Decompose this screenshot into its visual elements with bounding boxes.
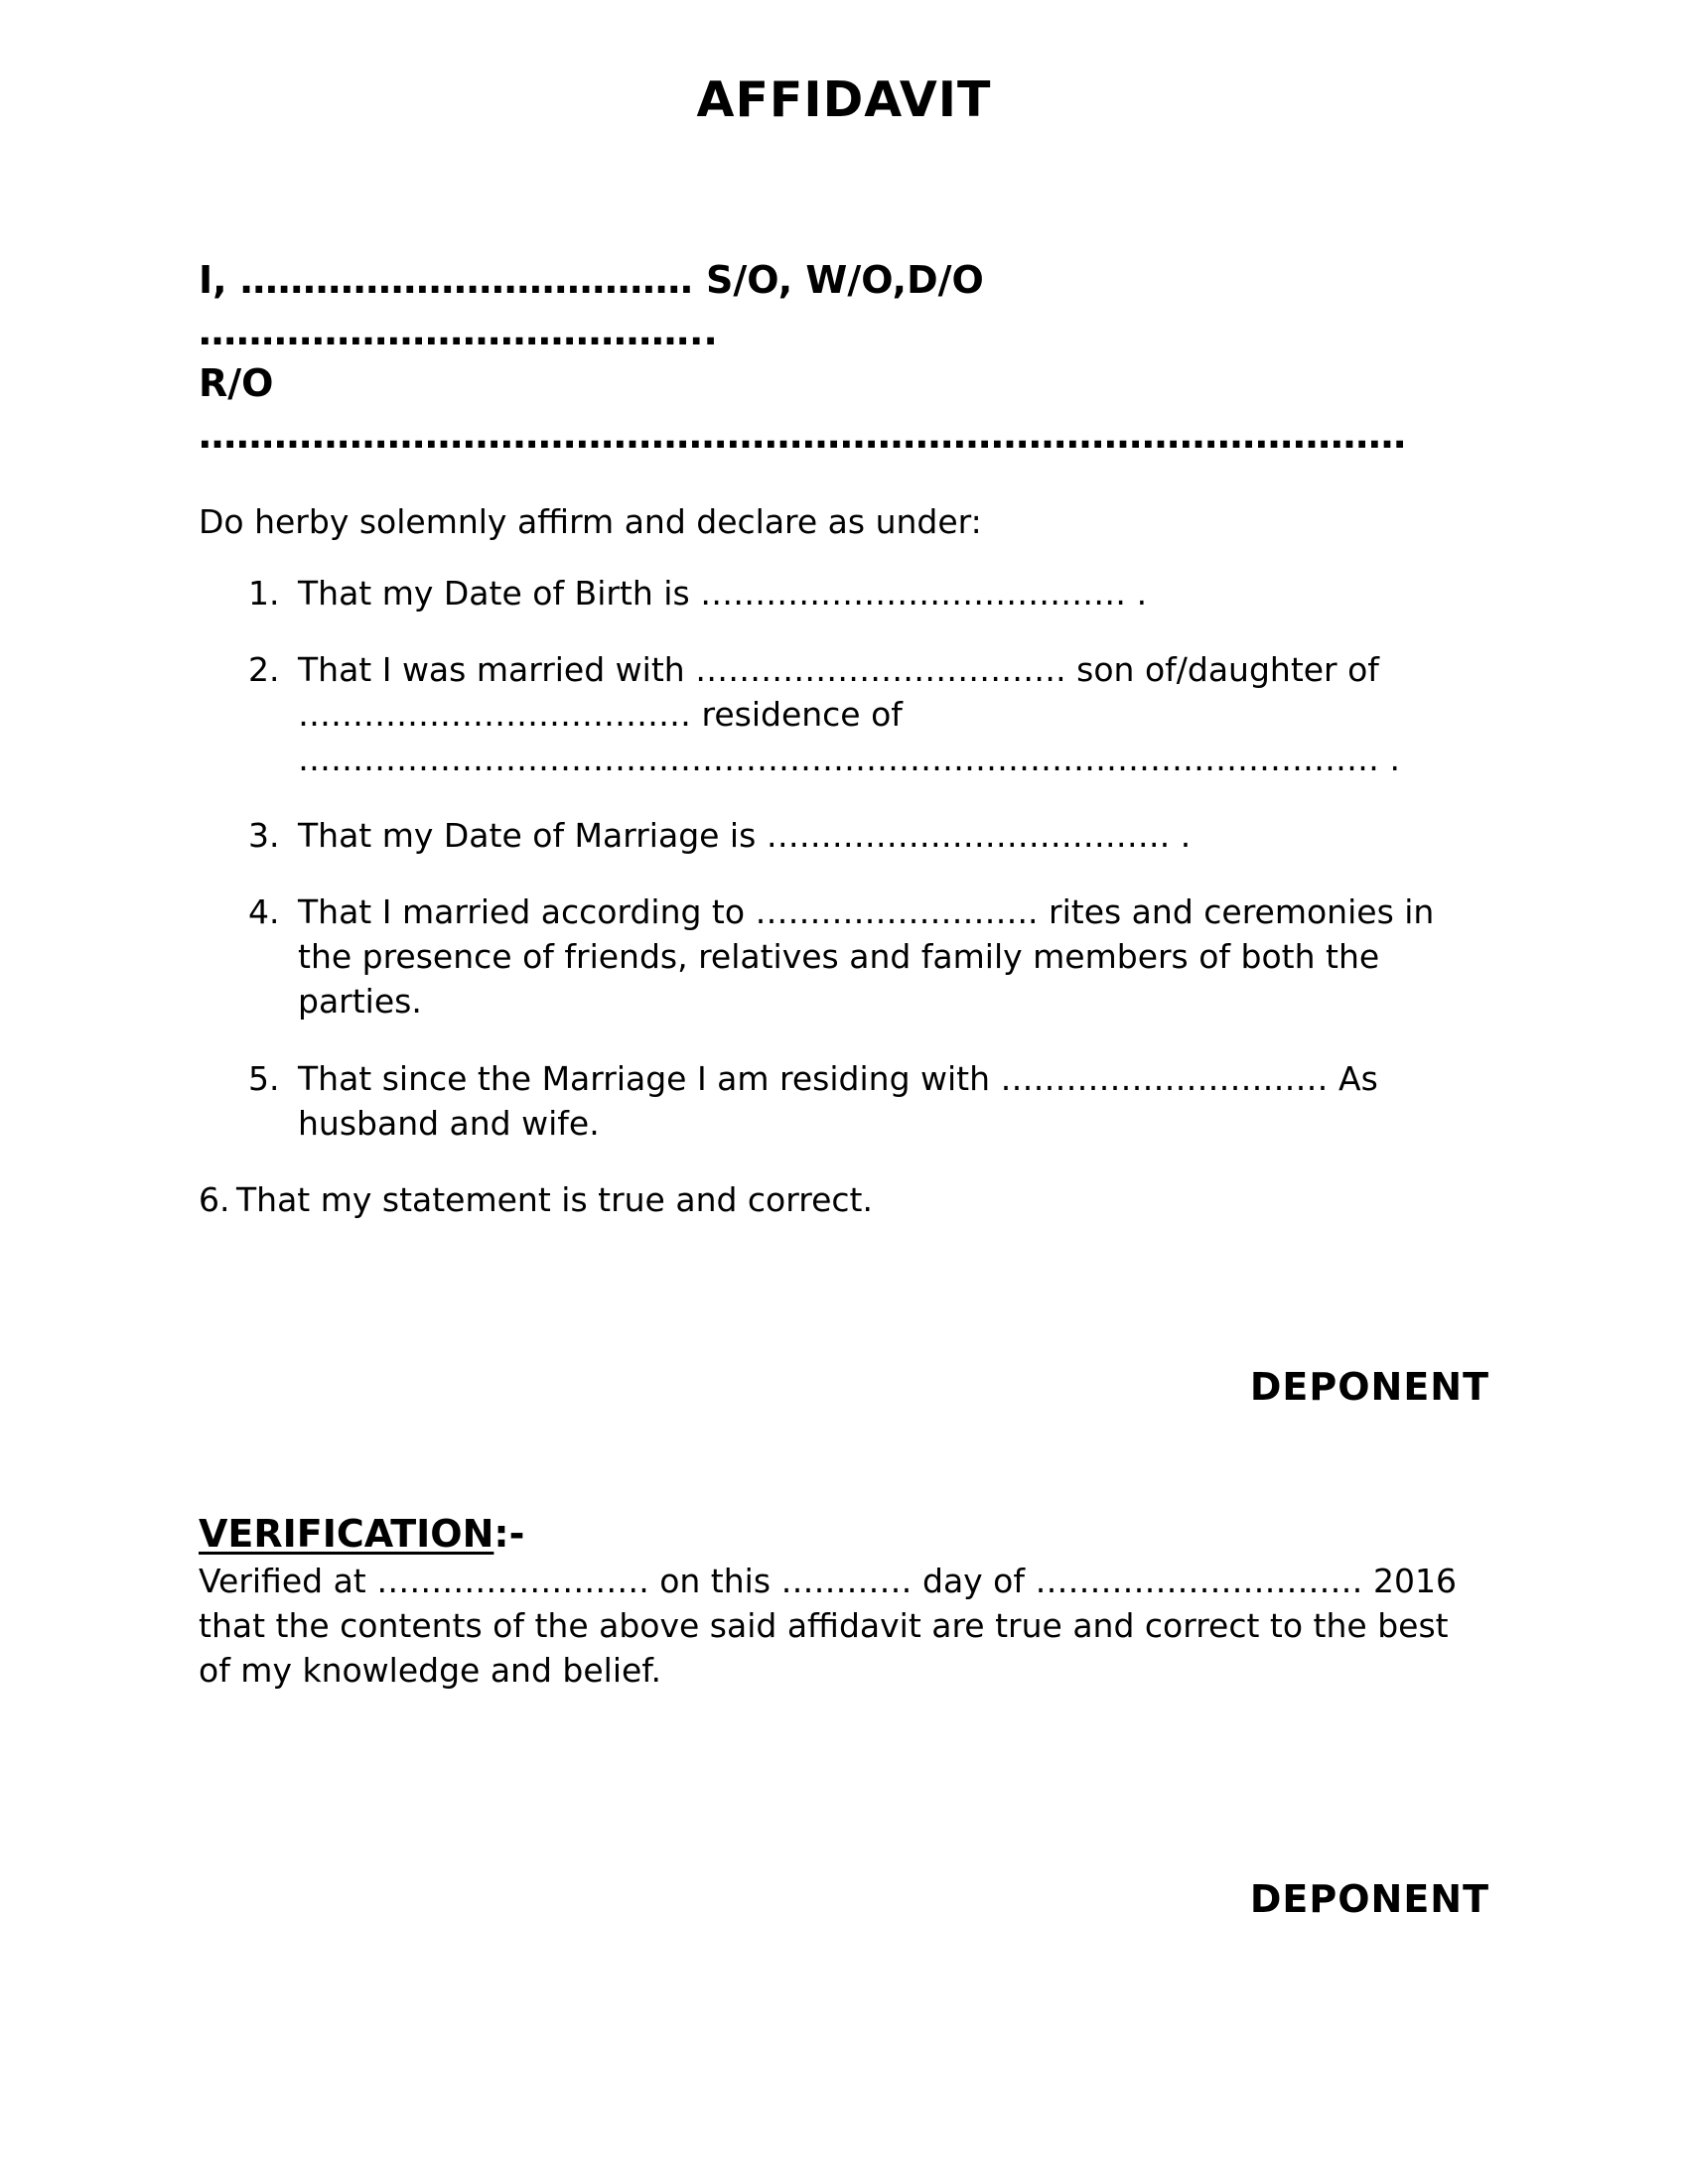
verification-heading-suffix: :- bbox=[493, 1512, 525, 1556]
item-number: 4. bbox=[248, 892, 280, 931]
item-text: That since the Marriage I am residing with ………………………… As husband and wife. bbox=[298, 1059, 1378, 1143]
verification-section bbox=[199, 1509, 1489, 1693]
list-item bbox=[248, 647, 1420, 781]
item-number: 3. bbox=[248, 816, 280, 855]
item-number: 1. bbox=[248, 574, 280, 613]
list-item-6 bbox=[199, 1177, 873, 1222]
residence-line: …………………………………………………………………………………… bbox=[199, 413, 1406, 457]
item-number: 6. bbox=[199, 1180, 230, 1219]
residence-label: R/O bbox=[199, 361, 274, 405]
deponent-details bbox=[199, 254, 1489, 461]
list-item bbox=[248, 571, 1470, 615]
verification-heading bbox=[199, 1509, 1489, 1559]
item-number: 2. bbox=[248, 650, 280, 689]
list-item bbox=[248, 1056, 1460, 1146]
item-text: That my statement is true and correct. bbox=[236, 1180, 873, 1219]
verification-text: Verified at ……………………. on this ………… day of ………………………… 2016 that the contents of the above said affidavit are true and correct to the best of my knowledge and belief. bbox=[199, 1562, 1457, 1690]
deponent-signature-label: DEPONENT bbox=[1249, 1365, 1489, 1409]
intro-statement: Do herby solemnly affirm and declare as under: bbox=[199, 502, 982, 541]
relation-name-line: ………………………………….. bbox=[199, 310, 718, 353]
item-text: That my Date of Birth is ………………………………… . bbox=[298, 574, 1148, 613]
item-number: 5. bbox=[248, 1059, 280, 1098]
list-item bbox=[248, 813, 1470, 858]
deponent-signature-label-2: DEPONENT bbox=[1249, 1877, 1489, 1921]
item-text: That my Date of Marriage is ………………………………. . bbox=[298, 816, 1192, 855]
document-title: AFFIDAVIT bbox=[696, 71, 992, 128]
verification-heading-text: VERIFICATION bbox=[199, 1512, 494, 1556]
name-line: I, ……………………………… S/O, W/O,D/O bbox=[199, 258, 984, 302]
item-text: That I was married with ……………………………. son of/daughter of ……………………………… residence of ……………………………………………………………………………………… . bbox=[298, 650, 1400, 778]
list-item bbox=[248, 889, 1470, 1024]
item-text: That I married according to …………………….. rites and ceremonies in the presence of friends, relatives and family members of both the parties. bbox=[298, 892, 1435, 1021]
